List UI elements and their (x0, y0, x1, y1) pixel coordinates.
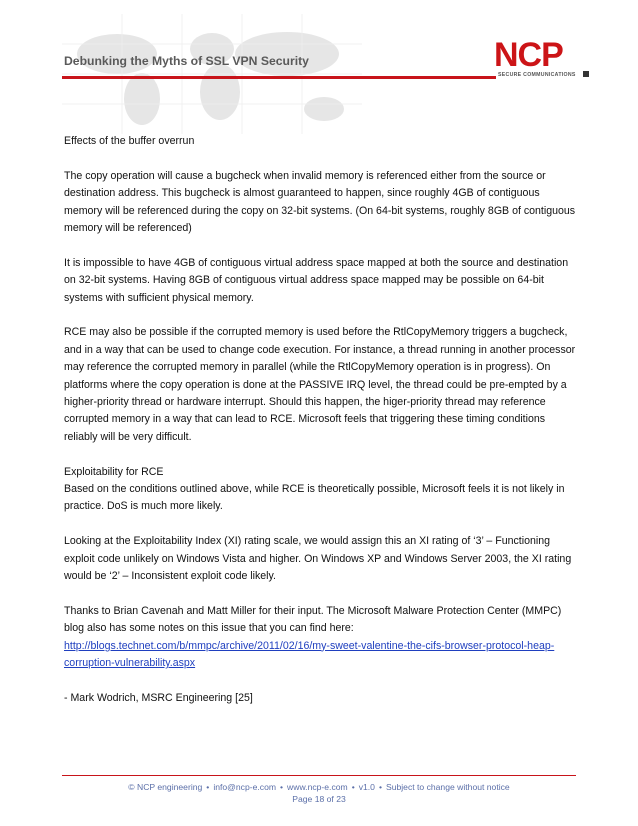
footer-separator: • (206, 782, 210, 792)
footer-info-line (62, 781, 576, 793)
footer-notice: Subject to change without notice (385, 782, 510, 792)
page-footer (62, 781, 576, 805)
paragraph-rce-possibility: RCE may also be possible if the corrupted memory is used before the RtlCopyMemory triggers a bugcheck, and in a way that can be used to change code execution. For instance, a thread running in another processor may reference the corrupted memory in parallel (while the RtlCopyMemory operation is in progress). On platforms where the copy operation is done at the PASSIVE IRQ level, the thread could be pre-empted by a higher-priority thread or hardware interrupt. Should this happen, the higer-priority thread may reference corrupted memory in a way that can lead to RCE. Microsoft feels that triggering these timing conditions reliably will be very difficult. (64, 326, 576, 443)
mmpc-blog-link[interactable]: http://blogs.technet.com/b/mmpc/archive/2011/02/16/my-sweet-valentine-the-cifs-browser-protocol-heap-corruption-vulnerability.aspx (64, 639, 555, 670)
paragraph-address-space: It is impossible to have 4GB of contiguous virtual address space mapped at both the source and destination on 32-bit systems. Having 8GB of contiguous virtual address space mapped may be possible on 64-bit systems with sufficient physical memory. (64, 256, 569, 304)
section-heading-exploitability: Exploitability for RCE (64, 465, 164, 478)
footer-version: v1.0 (358, 782, 375, 792)
footer-divider (62, 775, 576, 776)
logo-square-icon (583, 71, 589, 77)
ncp-logo-wordmark: NCP (494, 36, 563, 74)
section-exploitability (64, 464, 576, 516)
world-map-watermark (62, 14, 362, 134)
paragraph-bugcheck: The copy operation will cause a bugcheck when invalid memory is referenced either from the source or destination address. This bugcheck is almost guaranteed to happen, since roughly 4GB of contiguous memory will be referenced during the copy on 32-bit systems. (On 64-bit systems, roughly 8GB of contiguous memory will be referenced) (64, 169, 576, 235)
footer-copyright: © NCP engineering (128, 782, 203, 792)
paragraph-thanks (64, 603, 576, 673)
footer-separator: • (280, 782, 284, 792)
header-divider (62, 76, 496, 79)
footer-email: info@ncp-e.com (213, 782, 277, 792)
section-heading-effects: Effects of the buffer overrun (64, 135, 195, 147)
page-number: Page 18 of 23 (292, 794, 346, 804)
thanks-text: Thanks to Brian Cavenah and Matt Miller for their input. The Microsoft Malware Protection Center (MMPC) blog also has some notes on this issue that you can find here: (64, 604, 562, 635)
footer-website: www.ncp-e.com (287, 782, 348, 792)
paragraph-xi-rating: Looking at the Exploitability Index (XI) rating scale, we would assign this an XI rating of ‘3’ – Functioning exploit code unlikely on Windows Vista and higher. On Windows XP and Windows Server 2003, the XI rating would be ‘2’ – Inconsistent exploit code likely. (64, 535, 572, 583)
ncp-logo (494, 38, 590, 82)
signature: - Mark Wodrich, MSRC Engineering [25] (64, 691, 253, 704)
ncp-logo-subtext: SECURE COMMUNICATIONS (498, 72, 576, 78)
footer-separator: • (378, 782, 382, 792)
document-body (64, 133, 576, 725)
document-header-title: Debunking the Myths of SSL VPN Security (64, 54, 309, 68)
footer-separator: • (351, 782, 355, 792)
paragraph-exploitability: Based on the conditions outlined above, while RCE is theoretically possible, Microsoft feels it is not likely in practice. DoS is much more likely. (64, 483, 565, 513)
